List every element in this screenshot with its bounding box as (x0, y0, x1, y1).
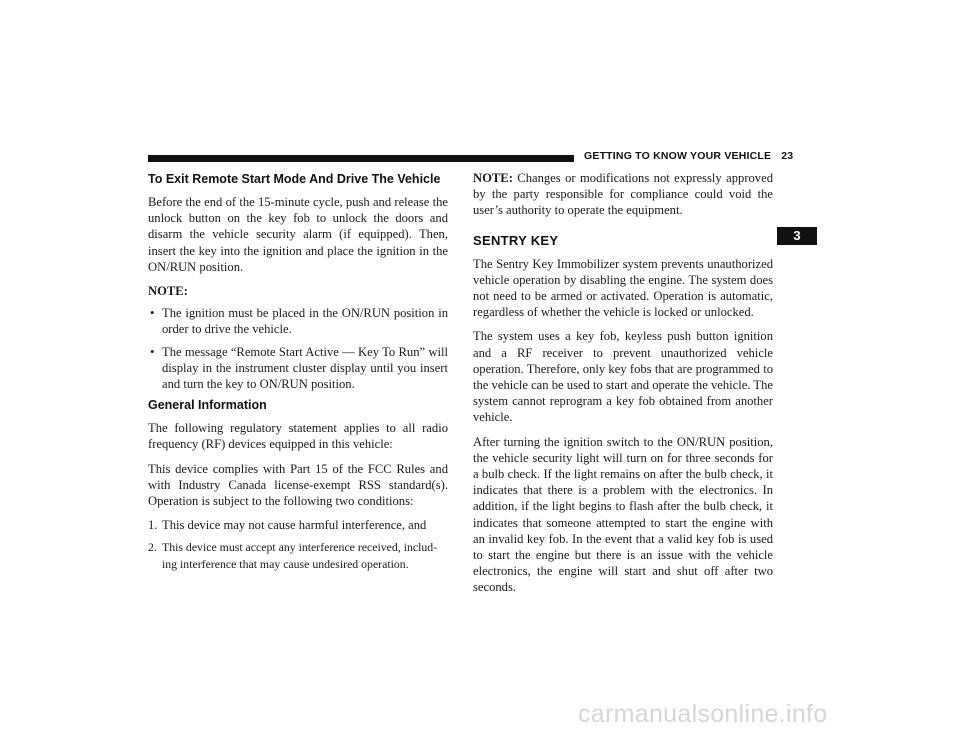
conditions-list (148, 517, 448, 572)
header-rule (148, 155, 574, 162)
section-title: GETTING TO KNOW YOUR VEHICLE (584, 150, 772, 162)
bullet-text: The message “Remote Start Active — Key To Run” will display in the instrument cluster display until you insert and turn the key to ON/RUN position. (162, 344, 448, 392)
exit-paragraph: Before the end of the 15-minute cycle, push and release the unlock button on the key fob to unlock the doors and disarm the vehicle security alarm (if equipped). Then, insert the key into the ignition and place the ignition in the ON/RUN position. (148, 195, 448, 274)
note-bullet-list (148, 305, 448, 392)
left-column (148, 170, 448, 578)
note-label: NOTE: (148, 284, 188, 299)
fcc-note (473, 170, 773, 219)
item-number: 1. (148, 518, 158, 533)
right-column (473, 170, 773, 604)
page-number: 23 (781, 150, 794, 162)
list-item (148, 517, 448, 533)
heading-exit-remote-start: To Exit Remote Start Mode And Drive The Vehicle (148, 172, 441, 186)
list-item (148, 539, 448, 571)
bullet-icon: • (150, 306, 155, 321)
heading-general-information: General Information (148, 398, 267, 413)
watermark: carmanualsonline.info (578, 700, 828, 728)
general-paragraph-1: The following regulatory statement applies to all radio frequency (RF) devices equipped in this vehicle: (148, 421, 448, 452)
list-item (148, 305, 448, 337)
general-paragraph-2: This device complies with Part 15 of the FCC Rules and with Industry Canada license-exempt RSS standard(s). Operation is subject to the following two conditions: (148, 461, 448, 509)
sentry-paragraph-2: The system uses a key fob, keyless push button ignition and a RF receiver to prevent unauthorized vehicle operation. Therefore, only key fobs that are programmed to the vehicle can be used to start and operate the vehicle. The system cannot reprogram a key fob obtained from another vehicle. (473, 329, 773, 425)
note-label: NOTE: (473, 171, 513, 185)
running-header (584, 150, 793, 162)
item-text: This device may not cause harmful interference, and (162, 518, 427, 533)
item-number: 2. (148, 540, 157, 555)
sentry-paragraph-3: After turning the ignition switch to the ON/RUN position, the vehicle security light will turn on for three seconds for a bulb check. If the light remains on after the bulb check, it indicates that there is a problem with the electronics. In addition, if the light begins to flash after the bulb check, it indicates that someone attempted to start the engine with an invalid key fob. In the event that a valid key fob is used to start the engine but there is an issue with the vehicle electronics, the engine will start and shut off after two seconds. (473, 434, 773, 595)
bullet-text: The ignition must be placed in the ON/RUN position in order to drive the vehicle. (162, 306, 448, 337)
heading-sentry-key: SENTRY KEY (473, 232, 559, 248)
note-text: Changes or modifications not expressly approved by the party responsible for compliance could void the user’s authority to operate the equipment. (473, 171, 773, 218)
list-item (148, 344, 448, 393)
chapter-tab: 3 (777, 227, 817, 245)
item-text: This device must accept any interference received, includ-ing interference that may cause undesired operation. (162, 540, 438, 571)
sentry-paragraph-1: The Sentry Key Immobilizer system prevents unauthorized vehicle operation by disabling the engine. The system does not need to be armed or activated. Operation is automatic, regardless of whether the vehicle is locked or unlocked. (473, 256, 773, 320)
bullet-icon: • (150, 344, 155, 359)
